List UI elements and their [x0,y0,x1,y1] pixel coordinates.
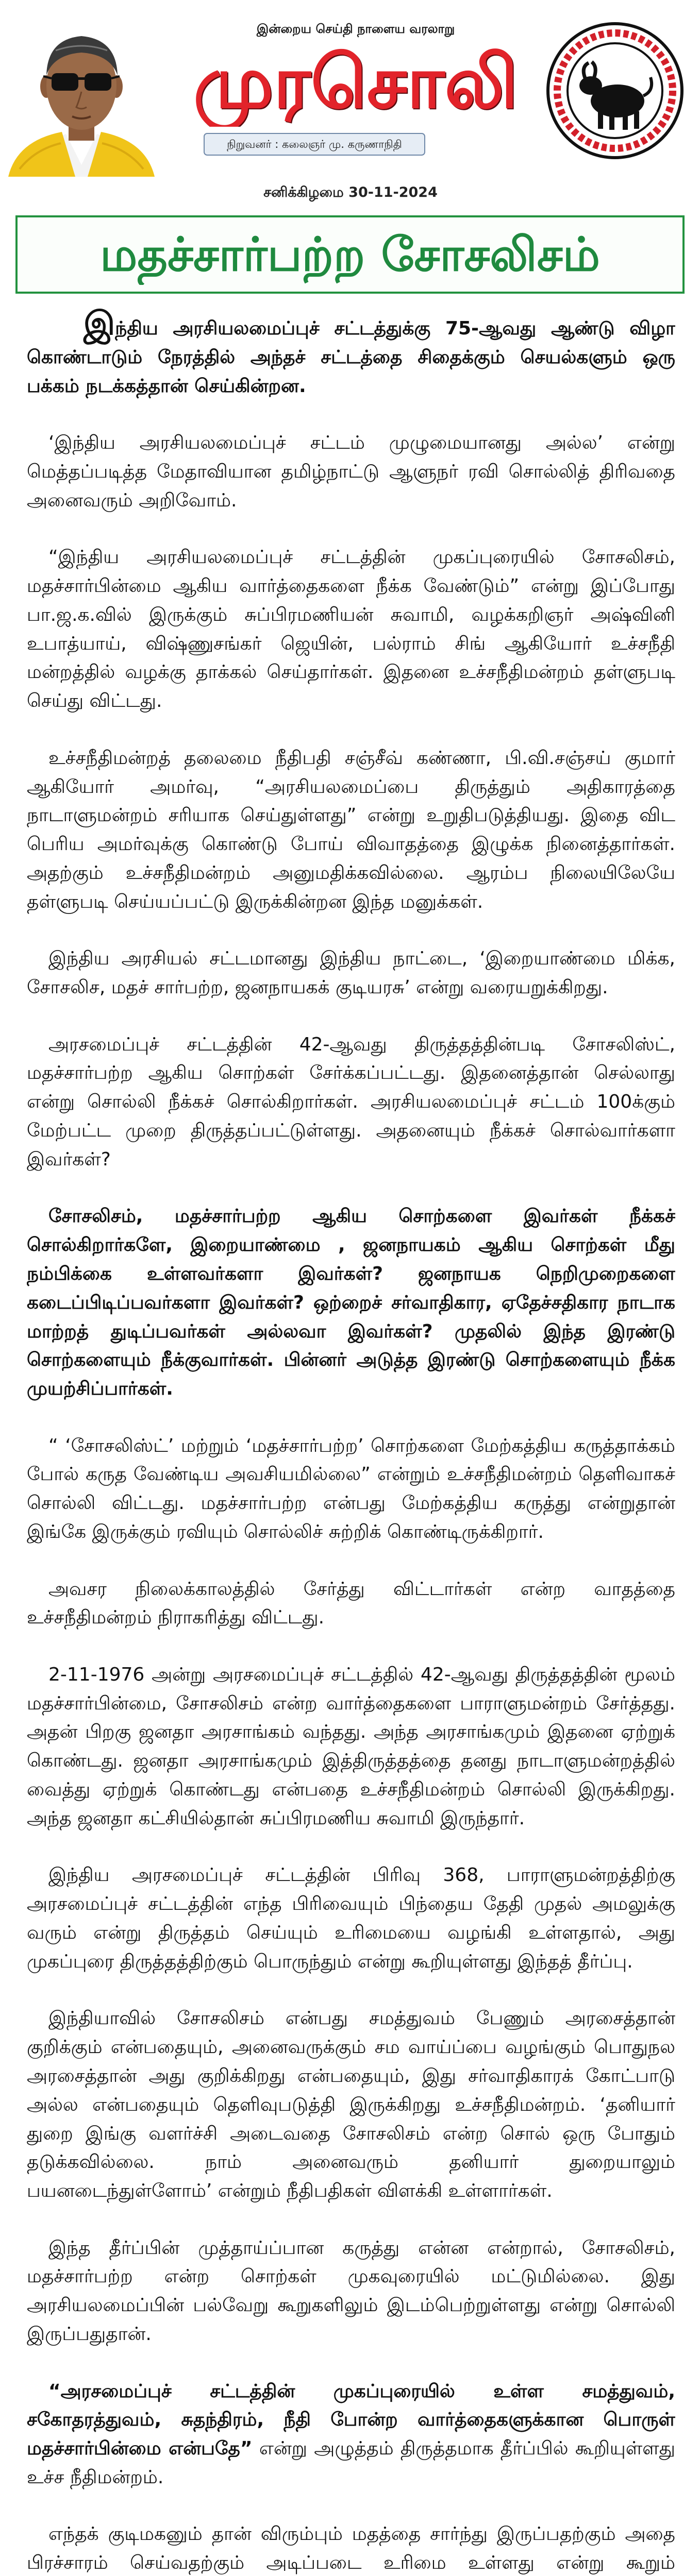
paragraph-bold-quote: “அரசமைப்புச் சட்டத்தின் முகப்புரையில் உள்ள சமத்துவம், சகோதரத்துவம், சுதந்திரம், நீதி போன்ற வார்த்தைகளுக்கான பொருள் மதச்சார்பின்மை என்பதே” [27,2380,675,2460]
founder-portrait-icon [4,14,159,177]
masthead-tagline: இன்றைய செய்தி நாளைய வரலாறு [256,22,455,36]
issue-date: சனிக்கிழமை 30-11-2024 [263,184,438,200]
article-paragraph [27,2377,675,2492]
article-paragraph [27,944,675,1002]
article-paragraph [27,1861,675,1976]
paragraph-text: சோசலிசம், மதச்சார்பற்ற ஆகிய சொற்களை இவர்கள் நீக்கச் சொல்கிறார்களே, இறையாண்மை , ஜனநாயகம் ஆகிய சொற்கள் மீது நம்பிக்கை உள்ளவர்களா இவர்கள்? ஜனநாயக நெறிமுறைகளை கடைப்பிடிப்பவர்களா இவர்கள்? ஒற்றைச் சர்வாதிகார, ஏதேச்சதிகார நாடாக மாற்றத் துடிப்பவர்கள் அல்லவா இவர்கள்? முதலில் இந்த இரண்டு சொற்களையும் நீக்குவார்கள். பின்னர் அடுத்த இரண்டு சொற்களையும் நீக்க முயற்சிப்பார்கள். [27,1206,675,1400]
paragraph-text: அரசமைப்புச் சட்டத்தின் 42-ஆவது திருத்தத்தின்படி சோசலிஸ்ட், மதச்சார்பற்ற ஆகிய சொற்கள் சேர்க்கப்பட்டது. இதனைத்தான் செல்லாது என்று சொல்லி நீக்கச் சொல்கிறார்கள். அரசியலமைப்புச் சட்டம் 100க்கும் மேற்பட்ட முறை திருத்தப்பட்டுள்ளது. அதனையும் நீக்கச் சொல்வார்களா இவர்கள்? [27,1033,675,1170]
editorial-title-box [15,215,685,294]
article-paragraph [27,744,675,917]
article-paragraph [27,2520,675,2576]
paragraph-text: எந்தக் குடிமகனும் தான் விரும்பும் மதத்தை சார்ந்து இருப்பதற்கும் அதை பிரச்சாரம் செய்வதற்கும் அடிப்படை உரிமை உள்ளது என்று கூறும் [27,2523,675,2574]
article-paragraph [27,1030,675,1174]
emblem-seal-icon [540,13,690,168]
article-paragraph [27,2004,675,2206]
article-paragraph [27,1432,675,1547]
paragraph-text: “ ‘சோசலிஸ்ட்’ மற்றும் ‘மதச்சார்பற்ற’ சொற்களை மேற்கத்திய கருத்தாக்கம் போல் கருத வேண்டிய அவசியமில்லை” என்றும் உச்சநீதிமன்றம் தெளிவாகச் சொல்லி விட்டது. மதச்சார்பற்ற என்பது மேற்கத்திய கருத்து என்றுதான் இங்கே இருக்கும் ரவியும் சொல்லிச் சுற்றிக் கொண்டிருக்கிறார். [27,1435,675,1543]
article-paragraph [27,307,675,400]
paragraph-text: அவசர நிலைக்காலத்தில் சேர்த்து விட்டார்கள் என்ற வாதத்தை உச்சநீதிமன்றம் நிராகரித்து விட்டது. [27,1578,675,1629]
founder-label: நிறுவனர் : கலைஞர் மு. கருணாநிதி [204,133,425,156]
paragraph-text: இந்திய அரசியலமைப்புச் சட்டத்துக்கு 75-ஆவது ஆண்டு விழா கொண்டாடும் நேரத்தில் அந்தச் சட்டத்தை சிதைக்கும் செயல்களும் ஒரு பக்கம் நடக்கத்தான் செய்கின்றன. [27,307,675,397]
paragraph-text: ‘இந்திய அரசியலமைப்புச் சட்டம் முழுமையானது அல்ல’ என்று மெத்தப்படித்த மேதாவியான தமிழ்நாட்டு ஆளுநர் ரவி சொல்லித் திரிவதை அனைவரும் அறிவோம். [27,432,675,511]
article-body [27,307,675,2576]
paragraph-text: இந்திய அரசியல் சட்டமானது இந்திய நாட்டை, ‘இறையாண்மை மிக்க, சோசலிச, மதச் சார்பற்ற, ஜனநாயகக் குடியரசு’ என்று வரையறுக்கிறது. [27,948,675,998]
paragraph-text: இந்திய அரசமைப்புச் சட்டத்தின் பிரிவு 368, பாராளுமன்றத்திற்கு அரசமைப்புச் சட்டத்தின் எந்த பிரிவையும் பிந்தைய தேதி முதல் அமலுக்கு வரும் என்று திருத்தம் செய்யும் உரிமையை வழங்கி உள்ளதால், அது முகப்புரை திருத்தத்திற்கும் பொருந்தும் என்று கூறியுள்ளது இந்தத் தீர்ப்பு. [27,1865,675,1972]
article-paragraph [27,1660,675,1833]
article-paragraph [27,1202,675,1403]
paragraph-text: இந்தியாவில் சோசலிசம் என்பது சமத்துவம் பேணும் அரசைத்தான் குறிக்கும் என்பதையும், அனைவருக்கும் சம வாய்ப்பை வழங்கும் பொதுநல அரசைத்தான் அது குறிக்கிறது என்பதையும், இது சர்வாதிகாரக் கோட்பாடு அல்ல என்பதையும் தெளிவுபடுத்தி இருக்கிறது உச்சநீதிமன்றம். ‘தனியார் துறை இங்கு வளர்ச்சி அடைவதை சோசலிசம் என்ற சொல் ஒரு போதும் தடுக்கவில்லை. நாம் அனைவரும் தனியார் துறையாலும் பயனடைந்துள்ளோம்’ என்றும் நீதிபதிகள் விளக்கி உள்ளார்கள். [27,2008,675,2202]
paragraph-text: “இந்திய அரசியலமைப்புச் சட்டத்தின் முகப்புரையில் சோசலிசம், மதச்சார்பின்மை ஆகிய வார்த்தைகளை நீக்க வேண்டும்” என்று இப்போது பா.ஜ.க.வில் இருக்கும் சுப்பிரமணியன் சுவாமி, வழக்கறிஞர் அஷ்வினி உபாத்யாய், விஷ்ணுசங்கர் ஜெயின், பல்ராம் சிங் ஆகியோர் உச்சநீதி மன்றத்தில் வழக்கு தாக்கல் செய்தார்கள். இதனை உச்சநீதிமன்றம் தள்ளுபடி செய்து விட்டது. [27,547,675,712]
paragraph-text: என்று அழுத்தம் திருத்தமாக தீர்ப்பில் கூறியுள்ளது உச்ச நீதிமன்றம். [27,2438,675,2488]
paragraph-text: உச்சநீதிமன்றத் தலைமை நீதிபதி சஞ்சீவ் கண்ணா, பி.வி.சஞ்சய் குமார் ஆகியோர் அமர்வு, “அரசியலமைப்பை திருத்தும் அதிகாரத்தை நாடாளுமன்றம் சரியாக செய்துள்ளது” என்று உறுதிபடுத்தியது. இதை விட பெரிய அமர்வுக்கு கொண்டு போய் விவாதத்தை இழுக்க நினைத்தார்கள். அதற்கும் உச்சநீதிமன்றம் அனுமதிக்கவில்லை. ஆரம்ப நிலையிலேயே தள்ளுபடி செய்யப்பட்டு இருக்கின்றன இந்த மனுக்கள். [27,747,675,912]
newspaper-masthead-logo: முரசொலி [193,41,518,125]
paragraph-text: 2-11-1976 அன்று அரசமைப்புச் சட்டத்தில் 42-ஆவது திருத்தத்தின் மூலம் மதச்சார்பின்மை, சோசலிசம் என்ற வார்த்தைகளை பாராளுமன்றம் சேர்த்தது. அதன் பிறகு ஜனதா அரசாங்கம் வந்தது. அந்த அரசாங்கமும் இதனை ஏற்றுக் கொண்டது. ஜனதா அரசாங்கமும் இத்திருத்தத்தை தனது நாடாளுமன்றத்தில் வைத்து ஏற்றுக் கொண்டது என்பதை உச்சநீதிமன்றம் சொல்லி இருக்கிறது. அந்த ஜனதா கட்சியில்தான் சுப்பிரமணிய சுவாமி இருந்தார். [27,1664,675,1829]
article-paragraph [27,1575,675,1633]
article-paragraph [27,543,675,716]
paragraph-text: இந்த தீர்ப்பின் முத்தாய்ப்பான கருத்து என்ன என்றால், சோசலிசம், மதச்சார்பற்ற என்ற சொற்கள் முகவுரையில் மட்டுமில்லை. இது அரசியலமைப்பின் பல்வேறு கூறுகளிலும் இடம்பெற்றுள்ளது என்று சொல்லி இருப்பதுதான். [27,2237,675,2345]
article-paragraph [27,2234,675,2349]
article-paragraph [27,429,675,515]
editorial-title: மதச்சார்பற்ற சோசலிசம் [99,227,601,282]
